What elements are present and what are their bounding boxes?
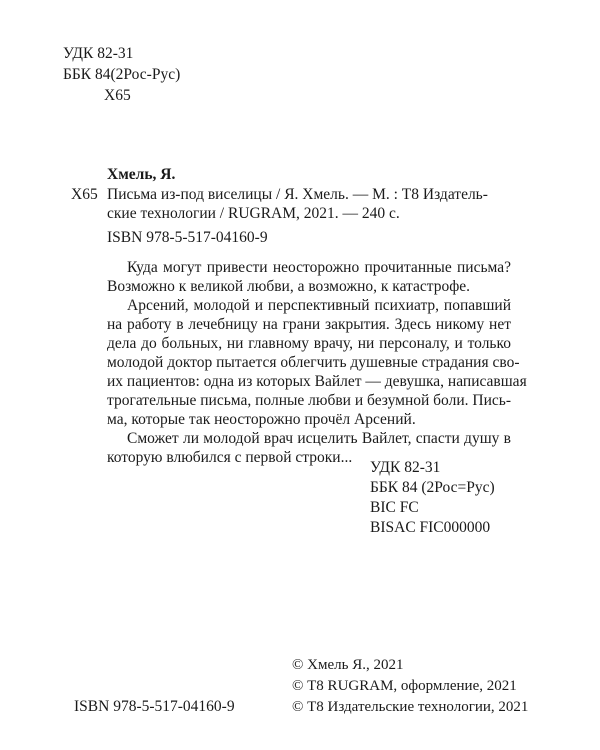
annotation-line: на работу в лечебницу на грани закрытия. Здесь никому нет (107, 316, 511, 333)
copyright-line: © Т8 RUGRAM, оформление, 2021 (292, 678, 517, 694)
annotation-line: Возможно к великой любви, а возможно, к катастрофе. (107, 278, 471, 295)
description-line: Письма из-под виселицы / Я. Хмель. — М. : Т8 Издатель- (107, 186, 488, 203)
author-mark: Х65 (104, 87, 131, 104)
isbn-record: ISBN 978-5-517-04160-9 (107, 229, 268, 246)
record-author-mark: Х65 (71, 186, 98, 203)
bbk-code: ББК 84 (2Рос=Рус) (370, 479, 495, 496)
author-heading: Хмель, Я. (107, 166, 176, 183)
copyright-line: © Т8 Издательские технологии, 2021 (292, 699, 529, 715)
annotation-line: трогательные письма, полные любви и безумной боли. Пись- (107, 392, 511, 409)
annotation-line: ма, которые так неосторожно прочёл Арсений. (107, 411, 416, 428)
description-line: ские технологии / RUGRAM, 2021. — 240 с. (107, 205, 400, 222)
annotation (107, 258, 527, 467)
udk-code: УДК 82-31 (63, 45, 134, 62)
annotation-line: их пациентов: одна из которых Вайлет — девушка, написавшая (107, 373, 527, 390)
classification-header (63, 44, 180, 107)
annotation-line: Сможет ли молодой врач исцелить Вайлет, спасти душу в (127, 430, 511, 447)
classification-codes (370, 458, 495, 538)
annotation-line: Куда могут привести неосторожно прочитанные письма? (127, 259, 511, 276)
bisac-code: BISAC FIC000000 (370, 519, 491, 536)
annotation-line: дела до больных, ни главному врачу, ни персоналу, и только (107, 335, 511, 352)
isbn-footer: ISBN 978-5-517-04160-9 (74, 698, 235, 715)
bibliographic-description (107, 185, 507, 223)
udk-code: УДК 82-31 (370, 459, 441, 476)
annotation-line: молодой доктор пытается облегчить душевные страдания сво- (107, 354, 520, 371)
bbk-code: ББК 84(2Рос-Рус) (63, 66, 181, 83)
copyright-line: © Хмель Я., 2021 (292, 657, 404, 673)
bic-code: BIC FC (370, 499, 419, 516)
annotation-line: Арсений, молодой и перспективный психиатр, попавший (127, 297, 511, 314)
annotation-line: которую влюбился с первой строки... (107, 449, 353, 466)
copyright-block (292, 655, 528, 718)
